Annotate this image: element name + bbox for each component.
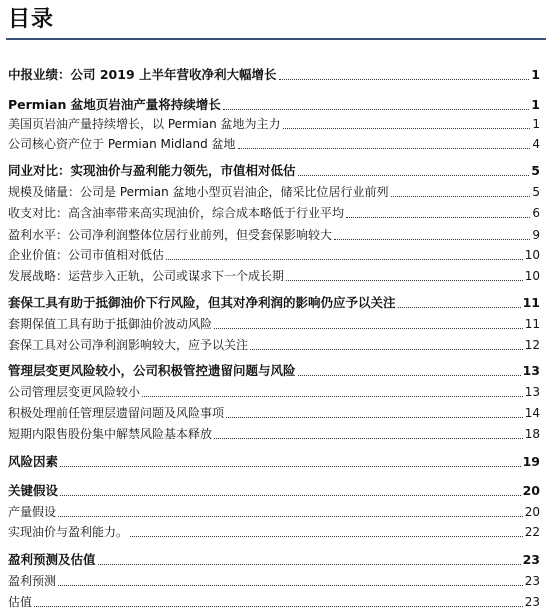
toc-section-entry[interactable] <box>8 482 540 500</box>
page-title: 目录 <box>8 7 55 32</box>
toc-page-number: 20 <box>524 505 540 519</box>
dot-leader <box>250 349 523 350</box>
toc-subsection-entry[interactable] <box>8 115 540 133</box>
toc-subsection-entry[interactable] <box>8 246 540 264</box>
dot-leader <box>166 259 523 260</box>
toc-subsection-entry[interactable] <box>8 503 540 521</box>
dot-leader <box>58 516 523 517</box>
dot-leader <box>226 417 523 418</box>
dot-leader <box>58 585 523 586</box>
toc-entry-label: 同业对比：实现油价与盈利能力领先，市值相对低估 <box>8 163 296 178</box>
dot-leader <box>142 396 523 397</box>
toc-entry-label: 发展战略：运营步入正轨，公司或谋求下一个成长期 <box>8 269 285 283</box>
dot-leader <box>298 175 530 176</box>
dot-leader <box>60 466 521 467</box>
toc-entry-label: 短期内限售股份集中解禁风险基本释放 <box>8 427 213 441</box>
toc-entry-label: 中报业绩：公司 2019 上半年营收净利大幅增长 <box>8 67 277 82</box>
toc-entry-label: 盈利水平：公司净利润整体位居行业前列，但受套保影响较大 <box>8 228 333 242</box>
toc-page-number: 5 <box>532 185 540 199</box>
toc-subsection-entry[interactable] <box>8 383 540 401</box>
toc-subsection-entry[interactable] <box>8 226 540 244</box>
toc-section-entry[interactable] <box>8 453 540 471</box>
toc-entry-label: 风险因素 <box>8 454 59 469</box>
toc-entry-label: 套保工具有助于抵御油价下行风险，但其对净利润的影响仍应予以关注 <box>8 295 396 310</box>
toc-subsection-entry[interactable] <box>8 183 540 201</box>
title-divider <box>6 38 546 40</box>
toc-subsection-entry[interactable] <box>8 523 540 541</box>
toc-section-entry[interactable] <box>8 66 540 84</box>
toc-page-number: 5 <box>531 163 540 178</box>
dot-leader <box>60 495 521 496</box>
toc-entry-label: 套保工具对公司净利润影响较大，应予以关注 <box>8 338 249 352</box>
dot-leader <box>398 307 521 308</box>
toc-entry-label: 收支对比：高含油率带来高实现油价，综合成本略低于行业平均 <box>8 206 345 220</box>
toc-page-number: 10 <box>524 269 540 283</box>
toc-entry-label: 关键假设 <box>8 483 59 498</box>
toc-subsection-entry[interactable] <box>8 336 540 354</box>
toc-section-entry[interactable] <box>8 294 540 312</box>
toc-page-number: 1 <box>532 117 540 131</box>
toc-subsection-entry[interactable] <box>8 315 540 333</box>
toc-subsection-entry[interactable] <box>8 572 540 590</box>
toc-page-number: 20 <box>522 483 540 498</box>
toc-page-number: 10 <box>524 248 540 262</box>
dot-leader <box>214 438 523 439</box>
toc-entry-label: 规模及储量：公司是 Permian 盆地小型页岩油企，储采比位居行业前列 <box>8 185 389 199</box>
toc-page-number: 9 <box>532 228 540 242</box>
toc-page-number: 4 <box>532 137 540 151</box>
toc-entry-label: 美国页岩油产量持续增长，以 Permian 盆地为主力 <box>8 117 281 131</box>
dot-leader <box>238 148 531 149</box>
toc-page-number: 11 <box>522 295 540 310</box>
toc-entry-label: 盈利预测及估值 <box>8 552 96 567</box>
dot-leader <box>214 328 523 329</box>
toc-entry-label: 产量假设 <box>8 505 57 519</box>
toc-page-number: 11 <box>524 317 540 331</box>
toc-entry-label: 公司管理层变更风险较小 <box>8 385 141 399</box>
toc-entry-label: 实现油价与盈利能力。 <box>8 525 129 539</box>
toc-entry-label: 套期保值工具有助于抵御油价波动风险 <box>8 317 213 331</box>
toc-page-number: 18 <box>524 427 540 441</box>
dot-leader <box>279 79 530 80</box>
dot-leader <box>98 564 521 565</box>
toc-subsection-entry[interactable] <box>8 425 540 443</box>
toc-page-number: 23 <box>522 552 540 567</box>
toc-page-number: 1 <box>531 67 540 82</box>
toc-page-number: 13 <box>524 385 540 399</box>
toc-section-entry[interactable] <box>8 162 540 180</box>
toc-page-number: 1 <box>531 97 540 112</box>
toc-page-number: 22 <box>524 525 540 539</box>
toc-entry-label: 估值 <box>8 595 33 609</box>
toc-section-entry[interactable] <box>8 551 540 569</box>
toc-entry-label: Permian 盆地页岩油产量将持续增长 <box>8 97 221 112</box>
dot-leader <box>223 109 529 110</box>
toc-entry-label: 企业价值：公司市值相对低估 <box>8 248 165 262</box>
toc-page-number: 19 <box>522 454 540 469</box>
dot-leader <box>346 217 530 218</box>
dot-leader <box>283 128 531 129</box>
toc-page-number: 12 <box>524 338 540 352</box>
toc-entry-label: 管理层变更风险较小，公司积极管控遗留问题与风险 <box>8 363 296 378</box>
toc-entry-label: 积极处理前任管理层遗留问题及风险事项 <box>8 406 225 420</box>
dot-leader <box>34 606 523 607</box>
toc-page-number: 6 <box>532 206 540 220</box>
dot-leader <box>391 196 531 197</box>
dot-leader <box>130 536 523 537</box>
toc-section-entry[interactable] <box>8 96 540 114</box>
toc-section-entry[interactable] <box>8 362 540 380</box>
toc-subsection-entry[interactable] <box>8 267 540 285</box>
toc-entry-label: 盈利预测 <box>8 574 57 588</box>
toc-subsection-entry[interactable] <box>8 404 540 422</box>
toc-subsection-entry[interactable] <box>8 204 540 222</box>
toc-page-number: 23 <box>524 574 540 588</box>
dot-leader <box>334 239 530 240</box>
toc-subsection-entry[interactable] <box>8 135 540 153</box>
toc-page-number: 14 <box>524 406 540 420</box>
dot-leader <box>298 375 521 376</box>
toc-subsection-entry[interactable] <box>8 593 540 611</box>
dot-leader <box>286 280 523 281</box>
toc-entry-label: 公司核心资产位于 Permian Midland 盆地 <box>8 137 236 151</box>
toc-page-number: 23 <box>524 595 540 609</box>
toc-page-number: 13 <box>522 363 540 378</box>
